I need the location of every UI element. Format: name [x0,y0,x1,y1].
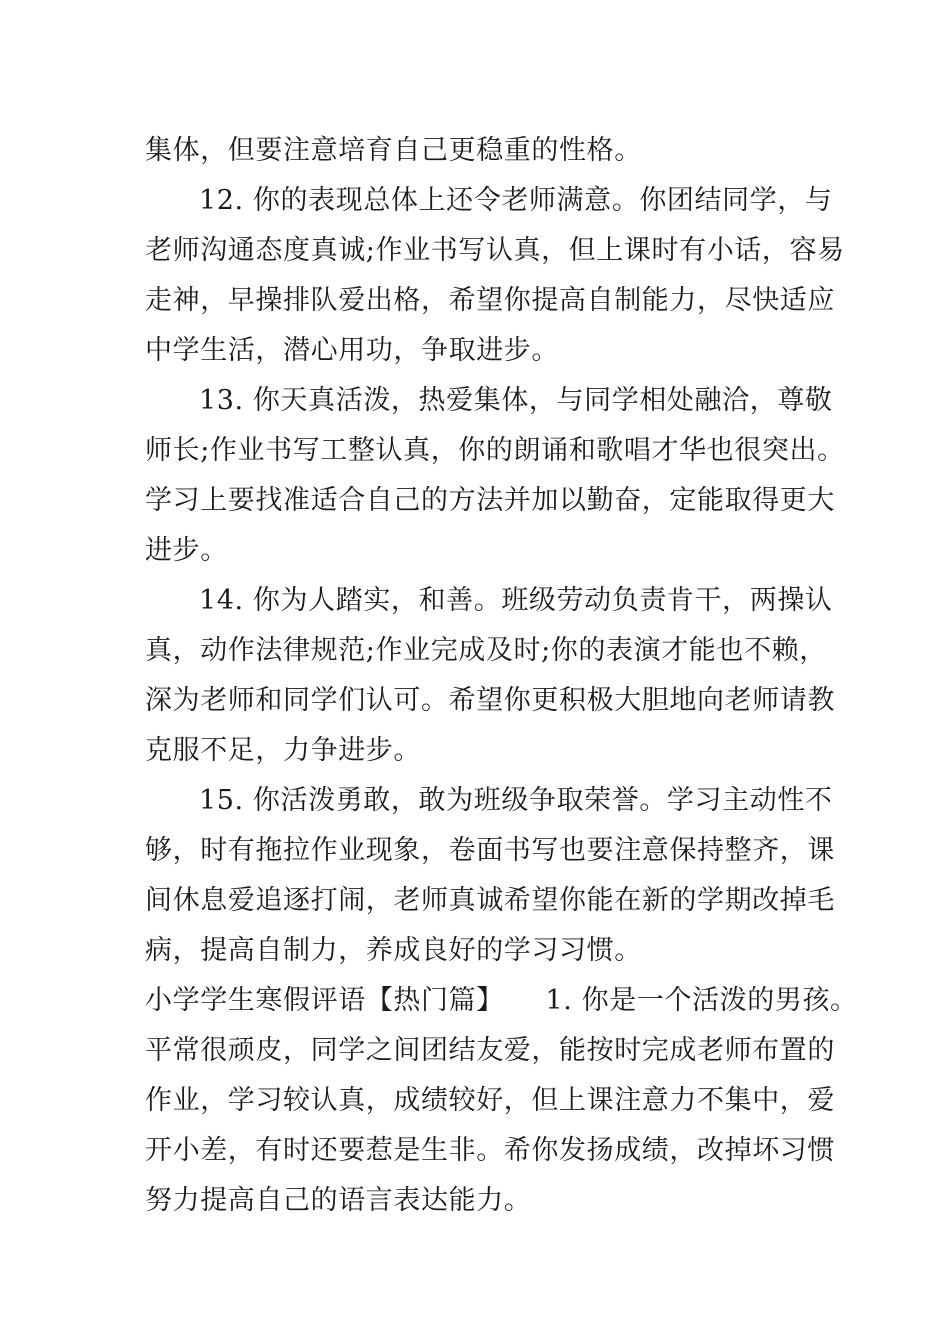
text-line: 平常很顽皮，同学之间团结友爱，能按时完成老师布置的 [145,1035,835,1066]
text-line: 深为老师和同学们认可。希望你更积极大胆地向老师请教 [145,685,835,716]
text-line: 师长;作业书写工整认真，你的朗诵和歌唱才华也很突出。 [145,435,845,466]
document-body [145,126,858,1226]
text-line: 走神，早操排队爱出格，希望你提高自制能力，尽快适应 [145,285,835,316]
text-line: 努力提高自己的语言表达能力。 [145,1185,532,1216]
text-line: 中学生活，潜心用功，争取进步。 [145,335,559,366]
text-line: 间休息爱追逐打闹，老师真诚希望你能在新的学期改掉毛 [145,885,835,916]
text-line: 克服不足，力争进步。 [145,735,421,766]
comment-12-first-line: 12. 你的表现总体上还令老师满意。你团结同学，与 [199,185,833,216]
text-line: 老师沟通态度真诚;作业书写认真，但上课时有小话，容易 [145,235,845,266]
text-line: 开小差，有时还要惹是生非。希你发扬成绩，改掉坏习惯 [145,1135,835,1166]
comment-13-first-line: 13. 你天真活泼，热爱集体，与同学相处融洽，尊敬 [199,385,833,416]
text-line: 集体，但要注意培育自己更稳重的性格。 [145,135,642,166]
text-line: 进步。 [145,535,228,566]
comment-14-first-line: 14. 你为人踏实，和善。班级劳动负责肯干，两操认 [199,585,833,616]
comment-15-first-line: 15. 你活泼勇敢，敢为班级争取荣誉。学习主动性不 [199,785,833,816]
section-heading-line: 小学学生寒假评语【热门篇】 1. 你是一个活泼的男孩。 [145,985,858,1016]
text-line: 学习上要找准适合自己的方法并加以勤奋，定能取得更大 [145,485,835,516]
text-line: 病，提高自制力，养成良好的学习习惯。 [145,935,642,966]
text-line: 真，动作法律规范;作业完成及时;你的表演才能也不赖， [145,635,827,666]
text-line: 够，时有拖拉作业现象，卷面书写也要注意保持整齐，课 [145,835,835,866]
text-line: 作业，学习较认真，成绩较好，但上课注意力不集中，爱 [145,1085,835,1116]
